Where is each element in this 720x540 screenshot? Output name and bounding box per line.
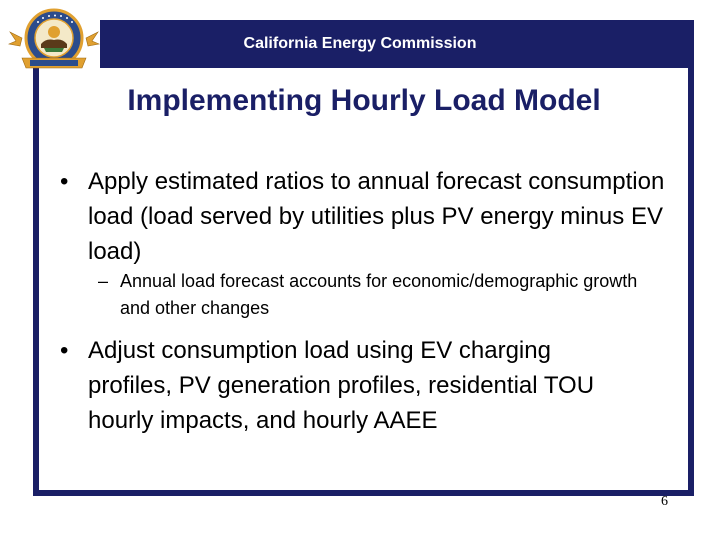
bullet-marker: • <box>60 168 69 195</box>
bullet-text: Adjust consumption load using EV charging profiles, PV generation profiles, residential TOU hourly impacts, and hourly AAEE <box>88 337 595 434</box>
sub-bullet-item <box>98 268 678 322</box>
page-number: 6 <box>661 494 668 509</box>
slide-title: Implementing Hourly Load Model <box>127 84 601 117</box>
bullet-item <box>60 164 680 269</box>
frame-right-border <box>688 20 694 496</box>
bullet-text: Apply estimated ratios to annual forecast consumption load (load served by utilities plus PV energy minus EV load) <box>88 168 665 265</box>
bullet-item <box>60 333 680 438</box>
bullet-marker: • <box>60 337 69 364</box>
california-energy-commission-seal-icon <box>8 8 100 74</box>
frame-left-border <box>33 68 39 496</box>
sub-bullet-marker: – <box>98 271 109 291</box>
header-title: California Energy Commission <box>243 35 477 52</box>
sub-bullet-text: Annual load forecast accounts for economic/demographic growth and other changes <box>120 271 638 318</box>
frame-bottom-border <box>33 490 694 496</box>
